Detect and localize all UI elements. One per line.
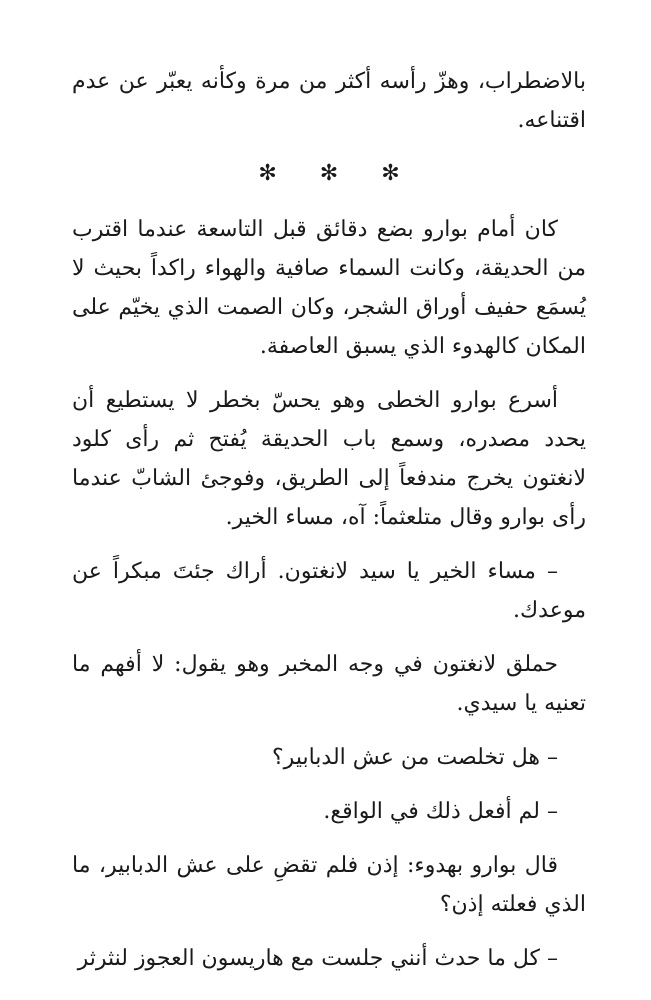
section-separator: ✻ ✻ ✻ (258, 161, 418, 186)
paragraph-5: قال بوارو بهدوء: إذن فلم تقضِ على عش الدبابير، ما الذي فعلته إذن؟ (72, 853, 586, 917)
dialogue-4: – كل ما حدث أنني جلست مع هاريسون العجوز لنثرثر (77, 946, 558, 971)
paragraph-3: أسرع بوارو الخطى وهو يحسّ بخطر لا يستطيع أن يحدد مصدره، وسمع باب الحديقة يُفتح ثم رأى كلود لانغتون يخرج مندفعاً إلى الطريق، وفوجئ الشابّ عندما رأى بوارو وقال متلعثماً: آه، مساء الخير. (72, 388, 586, 530)
dialogue-3: – لم أفعل ذلك في الواقع. (323, 799, 558, 824)
dialogue-2: – هل تخلصت من عش الدبابير؟ (272, 745, 558, 770)
paragraph-4: حملق لانغتون في وجه المخبر وهو يقول: لا أفهم ما تعنيه يا سيدي. (72, 652, 586, 716)
paragraph-2: كان أمام بوارو بضع دقائق قبل التاسعة عندما اقترب من الحديقة، وكانت السماء صافية والهواء راكداً بحيث لا يُسمَع حفيف أوراق الشجر، وكان الصمت الذي يخيّم على المكان كالهدوء الذي يسبق العاصفة. (72, 217, 586, 359)
paragraph-1: بالاضطراب، وهزّ رأسه أكثر من مرة وكأنه يعبّر عن عدم اقتناعه. (72, 69, 586, 133)
dialogue-1: – مساء الخير يا سيد لانغتون. أراك جئتَ مبكراً عن موعدك. (72, 559, 586, 623)
